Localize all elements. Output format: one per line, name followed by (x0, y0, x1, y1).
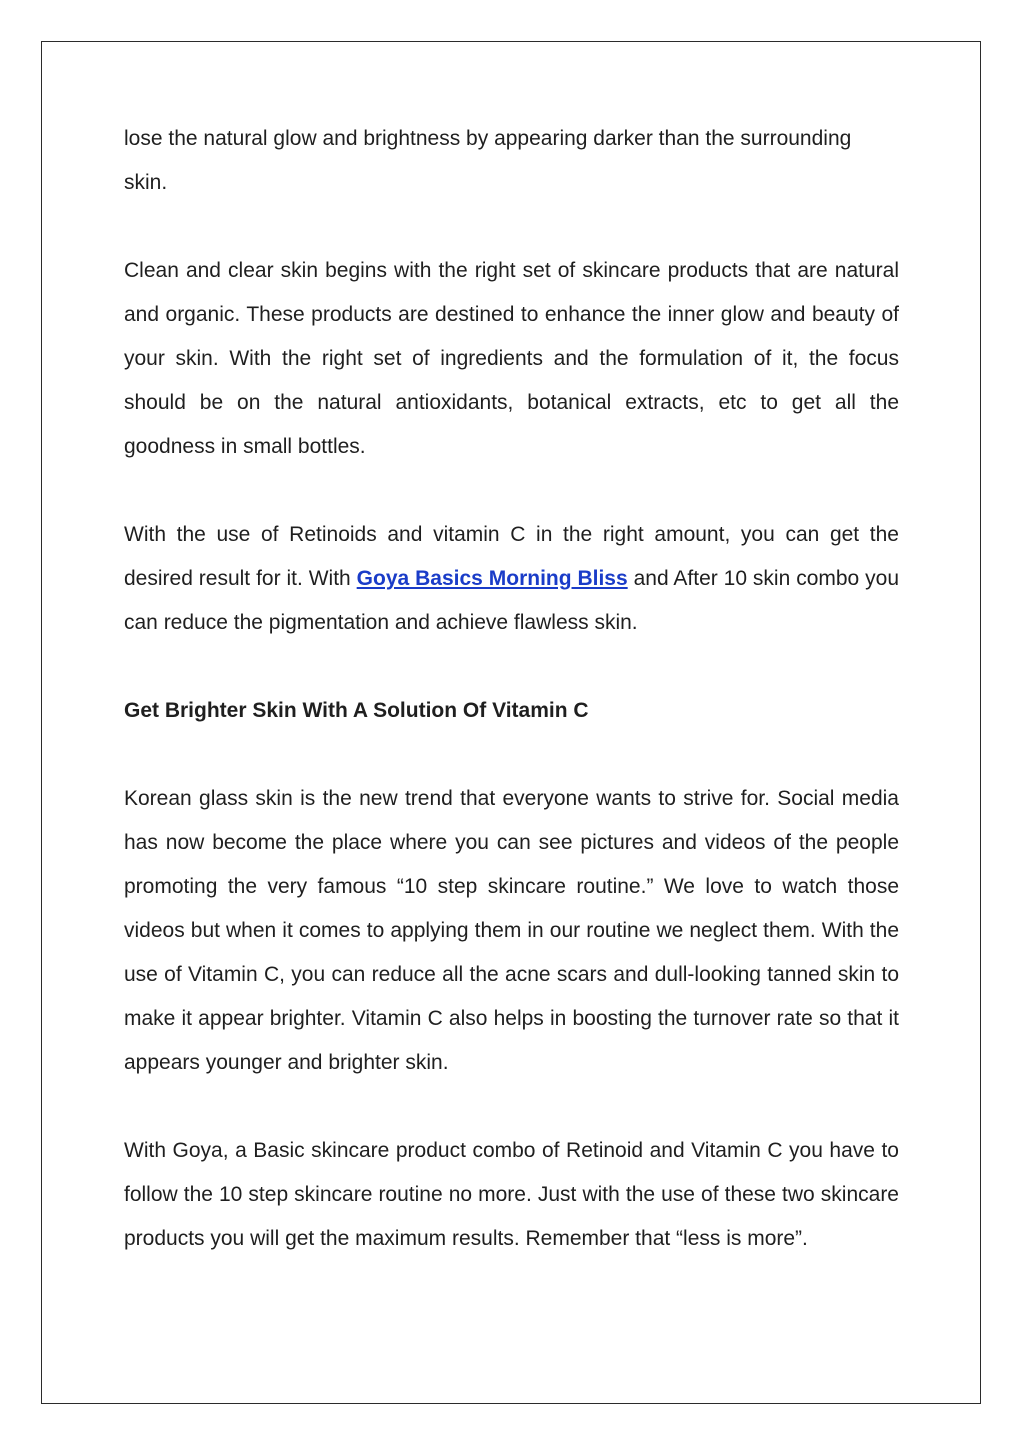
goya-basics-morning-bliss-link[interactable]: Goya Basics Morning Bliss (356, 567, 628, 590)
section-heading: Get Brighter Skin With A Solution Of Vitamin C (124, 699, 589, 722)
paragraph-5: With Goya, a Basic skincare product combo of Retinoid and Vitamin C you have to follow the 10 step skincare routine no more. Just with the use of these two skincare products you will get the maximum results. Remember that “less is more”. (124, 1139, 899, 1250)
paragraph-3 (124, 513, 899, 645)
paragraph-1: lose the natural glow and brightness by appearing darker than the surrounding skin. (124, 127, 852, 194)
paragraph-3-text-before: With the use of Retinoids and vitamin C in the right amount, you can get the desired result for it. With (124, 523, 899, 590)
paragraph-2: Clean and clear skin begins with the right set of skincare products that are natural and organic. These products are destined to enhance the inner glow and beauty of your skin. With the right set of ingredients and the formulation of it, the focus should be on the natural antioxidants, botanical extracts, etc to get all the goodness in small bottles. (124, 259, 899, 458)
document-body (124, 117, 899, 1305)
paragraph-3-text-after: and After 10 skin combo you can reduce the pigmentation and achieve flawless skin. (124, 567, 900, 634)
paragraph-4: Korean glass skin is the new trend that everyone wants to strive for. Social media has now become the place where you can see pictures and videos of the people promoting the very famous “10 step skincare routine.” We love to watch those videos but when it comes to applying them in our routine we neglect them. With the use of Vitamin C, you can reduce all the acne scars and dull-looking tanned skin to make it appear brighter. Vitamin C also helps in boosting the turnover rate so that it appears younger and brighter skin. (124, 787, 899, 1074)
